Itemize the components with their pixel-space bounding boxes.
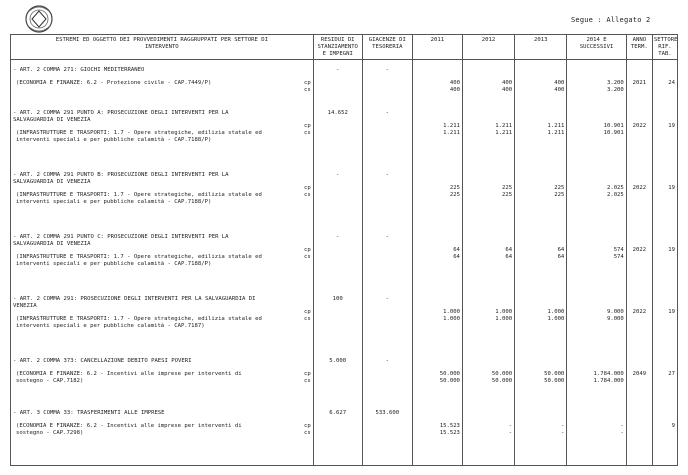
- col-header-2011: 2011: [412, 35, 462, 60]
- row-title: - ART. 2 COMMA 291: PROSECUZIONE DEGLI INTERVENTI PER LA SALVAGUARDIA DI VENEZIA: [13, 296, 256, 310]
- y2014-cp-value: 1.784.000: [593, 371, 624, 378]
- y2011-cell: [412, 403, 462, 465]
- settore-cell: 19: [652, 289, 677, 351]
- y2012-cp-value: -: [508, 423, 513, 430]
- y2011-cell: [412, 59, 462, 103]
- y2013-cs-value: 64: [557, 254, 565, 261]
- row-detail: (ECONOMIA E FINANZE: 6.2 - Protezione civile - CAP.7449/P): [16, 79, 212, 86]
- row-description-cell: [11, 289, 314, 351]
- settore-cell: 9: [652, 403, 677, 465]
- y2013-cp-value: 1.000: [547, 309, 565, 316]
- y2014-cs-value: 9.000: [606, 316, 624, 323]
- y2013-cp-value: -: [560, 423, 565, 430]
- residui-cell: 14.652: [313, 103, 362, 165]
- row-description-cell: [11, 165, 314, 227]
- y2014-cs-value: 1.784.000: [593, 378, 624, 385]
- page-header-reference: Segue : Allegato 2: [571, 16, 651, 24]
- y2012-cell: [462, 103, 514, 165]
- residui-cell: -: [313, 227, 362, 289]
- settore-cell: 27: [652, 351, 677, 403]
- y2014-cp-value: -: [620, 423, 624, 430]
- y2013-cell: [515, 289, 567, 351]
- y2011-cell: [412, 165, 462, 227]
- table-row: [11, 165, 678, 227]
- row-title: - ART. 2 COMMA 373: CANCELLAZIONE DEBITO PAESI POVERI: [13, 358, 192, 365]
- y2014-cs-value: -: [620, 430, 624, 437]
- y2014-cp-value: 3.200: [606, 79, 624, 86]
- y2013-cp-value: 1.211: [547, 123, 565, 130]
- giacenze-cell: 533.600: [362, 403, 412, 465]
- y2012-cell: [462, 403, 514, 465]
- col-header-giacenze: GIACENZE DI TESORERIA: [362, 35, 412, 60]
- y2013-cs-value: -: [560, 430, 565, 437]
- y2011-cs-value: 15.523: [439, 430, 460, 437]
- table-row: [11, 103, 678, 165]
- cs-label: cs: [303, 130, 311, 137]
- residui-cell: 5.000: [313, 351, 362, 403]
- cs-label: cs: [303, 192, 311, 199]
- y2011-cs-value: 50.000: [439, 378, 460, 385]
- y2012-cell: [462, 351, 514, 403]
- y2011-cs-value: 64: [453, 254, 460, 261]
- row-description-cell: [11, 351, 314, 403]
- cs-label: cs: [303, 378, 311, 385]
- residui-cell: 100: [313, 289, 362, 351]
- cp-label: cp: [303, 247, 311, 254]
- settore-cell: 19: [652, 165, 677, 227]
- col-header-desc: ESTREMI ED OGGETTO DEI PROVVEDIMENTI RAGGRUPPATI PER SETTORE DI INTERVENTO: [11, 35, 314, 60]
- y2013-cell: [515, 165, 567, 227]
- y2012-cs-value: 1.000: [495, 316, 513, 323]
- y2011-cs-value: 400: [449, 86, 460, 93]
- y2012-cell: [462, 227, 514, 289]
- giacenze-cell: -: [362, 59, 412, 103]
- y2014-cell: [567, 59, 626, 103]
- y2011-cp-value: 64: [453, 247, 460, 254]
- y2014-cell: [567, 403, 626, 465]
- table-row: [11, 59, 678, 103]
- y2014-cell: [567, 289, 626, 351]
- y2012-cs-value: 225: [502, 192, 513, 199]
- y2014-cell: [567, 103, 626, 165]
- y2014-cp-value: 574: [613, 247, 624, 254]
- row-title: - ART. 2 COMMA 271: GIOCHI MEDITERRANEO: [13, 66, 145, 73]
- col-header-2012: 2012: [462, 35, 514, 60]
- giacenze-cell: -: [362, 289, 412, 351]
- y2014-cs-value: 10.901: [603, 130, 624, 137]
- anno-cell: 2021: [626, 59, 652, 103]
- y2012-cp-value: 1.211: [495, 123, 513, 130]
- y2014-cs-value: 3.200: [606, 86, 624, 93]
- y2013-cell: [515, 103, 567, 165]
- emblem-seal-icon: [22, 4, 56, 34]
- y2011-cell: [412, 227, 462, 289]
- row-title: - ART. 2 COMMA 291 PUNTO A: PROSECUZIONE DEGLI INTERVENTI PER LA SALVAGUARDIA DI VENEZIA: [13, 110, 229, 124]
- y2013-cs-value: 50.000: [544, 378, 565, 385]
- residui-cell: -: [313, 165, 362, 227]
- y2011-cs-value: 1.211: [443, 130, 460, 137]
- cs-label: cs: [303, 86, 311, 93]
- y2011-cell: [412, 351, 462, 403]
- cp-label: cp: [303, 371, 311, 378]
- row-detail: (INFRASTRUTTURE E TRASPORTI: 1.7 - Opere strategiche, edilizia statale ed interventi speciali e per pubbliche calamità - CAP.7188/P): [16, 129, 262, 143]
- y2014-cell: [567, 165, 626, 227]
- anno-cell: 2022: [626, 165, 652, 227]
- residui-cell: 6.627: [313, 403, 362, 465]
- row-detail: (INFRASTRUTTURE E TRASPORTI: 1.7 - Opere strategiche, edilizia statale ed interventi speciali e per pubbliche calamità - CAP.7187): [16, 315, 262, 329]
- y2014-cp-value: 9.000: [606, 309, 624, 316]
- col-header-2014: 2014 E SUCCESSIVI: [567, 35, 626, 60]
- row-title: - ART. 2 COMMA 291 PUNTO B: PROSECUZIONE DEGLI INTERVENTI PER LA SALVAGUARDIA DI VENEZIA: [13, 172, 229, 186]
- table-row: [11, 227, 678, 289]
- table-row: [11, 351, 678, 403]
- row-title: - ART. 2 COMMA 291 PUNTO C: PROSECUZIONE DEGLI INTERVENTI PER LA SALVAGUARDIA DI VENEZIA: [13, 234, 229, 248]
- y2014-cs-value: 574: [613, 254, 624, 261]
- col-header-residui: RESIDUI DI STANZIAMENTO E IMPEGNI: [313, 35, 362, 60]
- financial-table: [10, 34, 678, 466]
- y2013-cp-value: 400: [554, 79, 565, 86]
- cp-label: cp: [303, 185, 311, 192]
- row-description-cell: [11, 403, 314, 465]
- anno-cell: 2022: [626, 227, 652, 289]
- cp-label: cp: [303, 309, 311, 316]
- y2011-cell: [412, 289, 462, 351]
- row-description-cell: [11, 103, 314, 165]
- settore-cell: 19: [652, 103, 677, 165]
- residui-cell: -: [313, 59, 362, 103]
- cs-label: cs: [303, 254, 311, 261]
- row-description-cell: [11, 227, 314, 289]
- y2012-cs-value: 50.000: [491, 378, 513, 385]
- cs-label: cs: [303, 316, 311, 323]
- giacenze-cell: -: [362, 227, 412, 289]
- row-detail: (ECONOMIA E FINANZE: 6.2 - Incentivi alle imprese per interventi di sostegno - CAP.7298): [16, 423, 242, 436]
- row-title: - ART. 3 COMMA 33: TRASFERIMENTI ALLE IMPRESE: [13, 410, 165, 417]
- y2011-cp-value: 225: [449, 185, 460, 192]
- y2013-cell: [515, 227, 567, 289]
- y2014-cp-value: 10.901: [603, 123, 624, 130]
- y2014-cs-value: 2.025: [606, 192, 624, 199]
- anno-cell: 2022: [626, 103, 652, 165]
- y2012-cp-value: 1.000: [495, 309, 513, 316]
- y2012-cell: [462, 59, 514, 103]
- y2014-cell: [567, 227, 626, 289]
- y2011-cs-value: 1.000: [443, 316, 460, 323]
- table-header-row: [11, 35, 678, 60]
- y2012-cp-value: 225: [502, 185, 513, 192]
- y2013-cs-value: 400: [554, 86, 565, 93]
- anno-cell: [626, 403, 652, 465]
- y2011-cell: [412, 103, 462, 165]
- y2012-cp-value: 64: [505, 247, 513, 254]
- row-detail: (INFRASTRUTTURE E TRASPORTI: 1.7 - Opere strategiche, edilizia statale ed interventi speciali e per pubbliche calamità - CAP.7188/P): [16, 191, 262, 205]
- settore-cell: 24: [652, 59, 677, 103]
- y2012-cs-value: 64: [505, 254, 513, 261]
- anno-cell: 2049: [626, 351, 652, 403]
- y2013-cs-value: 1.211: [547, 130, 565, 137]
- cp-label: cp: [303, 123, 311, 130]
- y2013-cs-value: 1.000: [547, 316, 565, 323]
- giacenze-cell: -: [362, 351, 412, 403]
- row-detail: (ECONOMIA E FINANZE: 6.2 - Incentivi alle imprese per interventi di sostegno - CAP.7182): [16, 371, 242, 384]
- y2011-cs-value: 225: [449, 192, 460, 199]
- row-description-cell: [11, 59, 314, 103]
- y2013-cell: [515, 59, 567, 103]
- y2011-cp-value: 1.211: [443, 123, 460, 130]
- y2013-cell: [515, 351, 567, 403]
- table-row: [11, 403, 678, 465]
- y2012-cp-value: 400: [502, 79, 513, 86]
- cs-label: cs: [303, 430, 311, 437]
- y2013-cell: [515, 403, 567, 465]
- anno-cell: 2022: [626, 289, 652, 351]
- y2014-cell: [567, 351, 626, 403]
- y2013-cp-value: 50.000: [544, 371, 565, 378]
- settore-cell: 19: [652, 227, 677, 289]
- giacenze-cell: -: [362, 103, 412, 165]
- y2011-cp-value: 15.523: [439, 423, 460, 430]
- y2012-cell: [462, 165, 514, 227]
- col-header-settore: SETTORE RIF. TAB.: [652, 35, 677, 60]
- y2012-cell: [462, 289, 514, 351]
- y2011-cp-value: 1.000: [443, 309, 460, 316]
- y2011-cp-value: 50.000: [439, 371, 460, 378]
- table-row: [11, 289, 678, 351]
- col-header-2013: 2013: [515, 35, 567, 60]
- y2013-cs-value: 225: [554, 192, 565, 199]
- giacenze-cell: -: [362, 165, 412, 227]
- y2012-cp-value: 50.000: [491, 371, 513, 378]
- y2011-cp-value: 400: [449, 79, 460, 86]
- y2012-cs-value: 400: [502, 86, 513, 93]
- row-detail: (INFRASTRUTTURE E TRASPORTI: 1.7 - Opere strategiche, edilizia statale ed interventi speciali e per pubbliche calamità - CAP.7188/P): [16, 253, 262, 267]
- y2014-cp-value: 2.025: [606, 185, 624, 192]
- y2012-cs-value: 1.211: [495, 130, 513, 137]
- y2013-cp-value: 64: [557, 247, 565, 254]
- y2013-cp-value: 225: [554, 185, 565, 192]
- cp-label: cp: [303, 423, 311, 430]
- col-header-anno: ANNO TERM.: [626, 35, 652, 60]
- cp-label: cp: [303, 79, 311, 86]
- y2012-cs-value: -: [508, 430, 513, 437]
